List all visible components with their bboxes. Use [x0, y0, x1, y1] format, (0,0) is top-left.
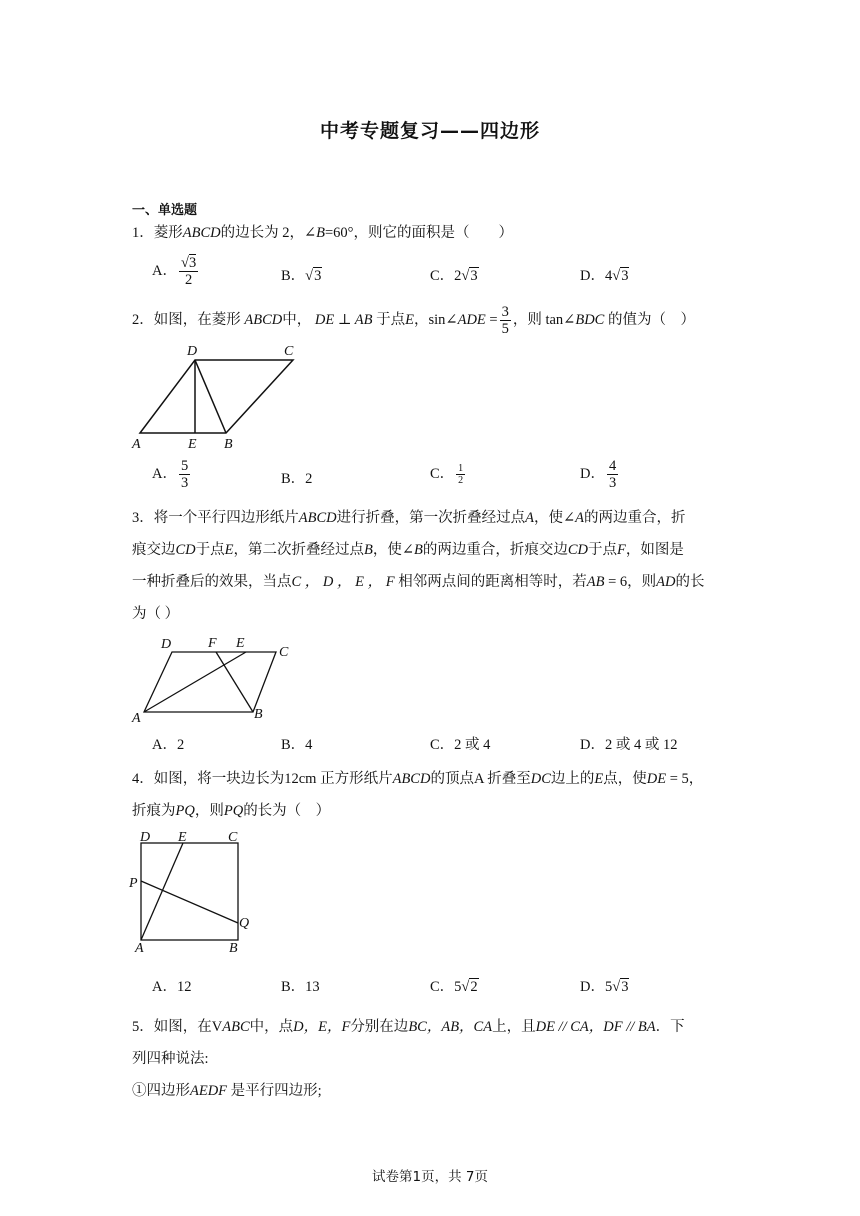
label-p: P — [129, 876, 138, 891]
q4-square-figure — [128, 826, 258, 956]
q2-option-a[interactable]: A． $\frac{5}{3}$ — [152, 458, 189, 491]
label-e: E — [188, 437, 197, 452]
q4-option-d[interactable]: D．5√3 — [580, 979, 629, 995]
q2-option-c[interactable]: C． $\frac{1}{2}$ — [430, 463, 464, 487]
label-c: C — [279, 645, 289, 660]
q3-option-c[interactable]: C．2 或 4 — [430, 737, 491, 753]
label-b: B — [229, 941, 238, 956]
label-a: A — [135, 941, 144, 956]
label-q: Q — [239, 916, 250, 931]
label-d: D — [187, 344, 198, 359]
q1-option-a[interactable]: A． $\frac{√3}{2}$ — [152, 255, 197, 288]
label-c: C — [284, 344, 294, 359]
label-e: E — [236, 636, 245, 651]
q1-option-d[interactable]: D．4√3 — [580, 268, 629, 284]
label-b: B — [254, 707, 263, 722]
q1-option-b[interactable]: B．√3 — [281, 268, 322, 284]
label-d: D — [161, 637, 172, 652]
question-2: 2．如图，在菱形 ABCD中， DE ⊥ AB 于点E，sin∠ADE = $\frac{3}{5}$ ，则 tan∠BDC 的值为（ ） — [132, 304, 695, 337]
label-e: E — [178, 830, 187, 845]
label-a: A — [132, 711, 141, 724]
q4-option-a[interactable]: A．12 — [152, 979, 192, 995]
q2-option-b[interactable]: B．2 — [281, 471, 313, 487]
q3-option-a[interactable]: A．2 — [152, 737, 185, 753]
label-f: F — [208, 636, 217, 651]
q3-option-b[interactable]: B．4 — [281, 737, 313, 753]
q4-option-c[interactable]: C．5√2 — [430, 979, 478, 995]
label-c: C — [228, 830, 238, 845]
label-a: A — [132, 437, 141, 452]
page-title: 中考专题复习——四边形 — [319, 120, 540, 142]
q3-parallelogram-figure — [128, 632, 308, 724]
q3-option-d[interactable]: D．2 或 4 或 12 — [580, 737, 678, 753]
label-d: D — [140, 830, 151, 845]
q2-rhombus-figure — [128, 340, 308, 452]
question-3: 3．将一个平行四边形纸片ABCD进行折叠，第一次折叠经过点A，使∠A的两边重合，折 痕交边CD于点E，第二次折叠经过点B，使∠B的两边重合，折痕交边CD于点F，如图是 一种折叠后的效果，当点C ， D ， E ， F 相邻两点间的距离相等时，若AB = 6，则AD的长 为（ ） — [132, 510, 705, 622]
question-4: 4．如图，将一块边长为12cm 正方形纸片ABCD的顶点A 折叠至DC边上的E点，使DE = 5， 折痕为PQ，则PQ的长为（ ） — [132, 771, 704, 819]
page-footer: 试卷第1页，共 7页 — [372, 1169, 488, 1185]
q4-option-b[interactable]: B．13 — [281, 979, 320, 995]
q1-option-c[interactable]: C．2√3 — [430, 268, 478, 284]
question-1: 1．菱形ABCD的边长为 2，∠B=60°，则它的面积是（ ） — [132, 225, 513, 241]
section-heading: 一、单选题 — [132, 203, 198, 218]
question-5: 5．如图，在VABC中，点D，E，F分别在边BC，AB，CA上，且DE // CA，DF // BA．下 列四种说法: ①四边形AEDF 是平行四边形; — [132, 1019, 685, 1099]
q2-option-d[interactable]: D． $\frac{4}{3}$ — [580, 458, 617, 491]
label-b: B — [224, 437, 233, 452]
